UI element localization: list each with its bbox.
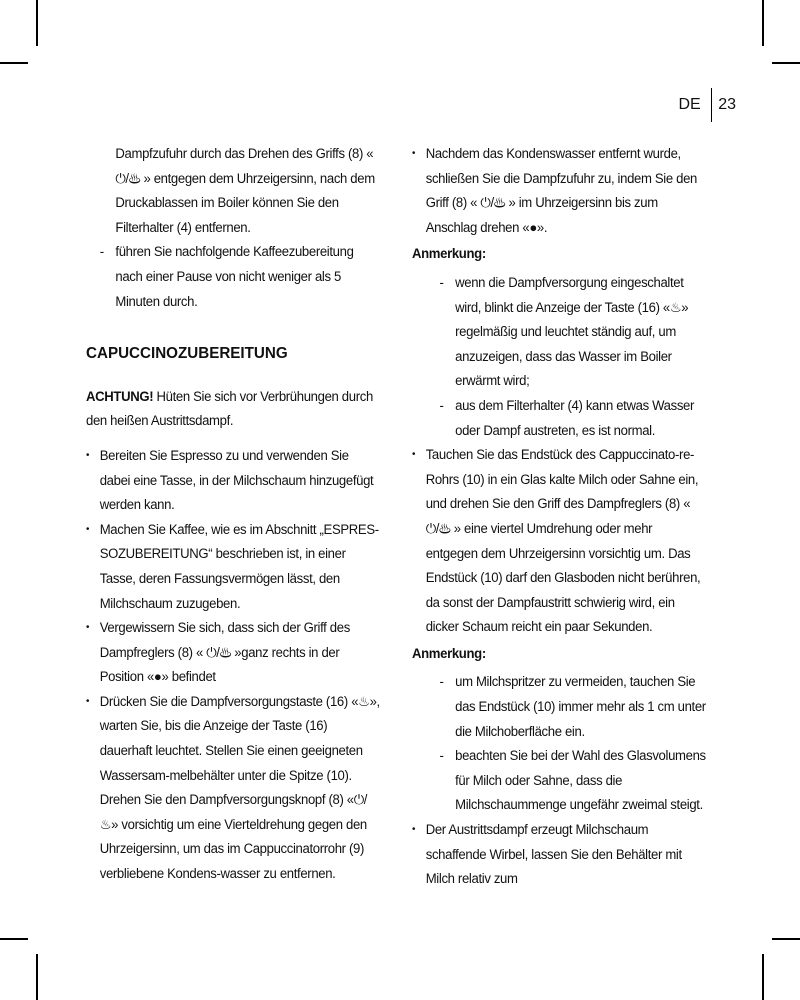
bullet-list	[412, 142, 706, 240]
page-number: 23	[718, 96, 736, 113]
note-item: - um Milchspritzer zu vermeiden, tauchen Sie das Endstück (10) immer mehr als 1 cm unter die Milchoberfläche ein.	[426, 670, 706, 744]
continued-paragraph: Dampfzufuhr durch das Drehen des Griffs (8) « ⏻/♨ » entgegen dem Uhrzeigersinn, nach dem Druckablassen im Boiler können Sie den Filterhalter (4) entfernen.	[115, 146, 375, 235]
dash-list	[86, 240, 380, 314]
list-item: • Bereiten Sie Espresso zu und verwenden Sie dabei eine Tasse, in der Milchschaum hinzugefügt werden kann.	[86, 444, 380, 518]
note-list	[412, 670, 706, 818]
note-list	[412, 271, 706, 443]
crop-mark	[0, 62, 28, 64]
crop-mark	[36, 954, 38, 1000]
list-item: • Vergewissern Sie sich, dass sich der Griff des Dampfreglers (8) « ⏻/♨ »ganz rechts in der Position «●» befindet	[86, 616, 380, 690]
bullet-list	[86, 444, 380, 887]
warning-label: ACHTUNG!	[86, 388, 154, 404]
crop-mark	[762, 954, 764, 1000]
bullet-list	[412, 818, 706, 892]
list-item: • Tauchen Sie das Endstück des Cappuccinato-re-Rohrs (10) in ein Glas kalte Milch oder Sahne ein, und drehen Sie den Griff des Dampfreglers (8) « ⏻/♨ » eine viertel Umdrehung oder mehr entgegen dem Uhrzeigersinn vorsichtig um. Das Endstück (10) darf den Glasboden nicht berühren, da sonst der Dampfaustritt schwierig wird, ein dicker Schaum reicht ein paar Sekunden.	[412, 443, 706, 640]
crop-mark	[0, 938, 28, 940]
note-item: - aus dem Filterhalter (4) kann etwas Wasser oder Dampf austreten, es ist normal.	[426, 394, 706, 443]
language-code: DE	[678, 96, 701, 113]
crop-mark	[36, 0, 38, 46]
note-item: - beachten Sie bei der Wahl des Glasvolumens für Milch oder Sahne, dass die Milchschaummenge ungefähr zweimal steigt.	[426, 744, 706, 818]
list-item: - führen Sie nachfolgende Kaffeezubereitung nach einer Pause von nicht weniger als 5 Minuten durch.	[86, 240, 380, 314]
right-column	[412, 142, 706, 892]
section-heading: CAPUCCINOZUBEREITUNG	[86, 345, 288, 363]
list-item: • Der Austrittsdampf erzeugt Milchschaum schaffende Wirbel, lassen Sie den Behälter mit Milch relativ zum	[412, 818, 706, 892]
note-item: - wenn die Dampfversorgung eingeschaltet wird, blinkt die Anzeige der Taste (16) «♨» regelmäßig und leuchtet ständig auf, um anzuzeigen, dass das Wasser im Boiler erwärmt wird;	[426, 271, 706, 394]
page-header	[678, 88, 736, 122]
warning-paragraph	[86, 385, 380, 434]
crop-mark	[772, 938, 800, 940]
left-column	[86, 142, 380, 887]
header-divider	[711, 88, 713, 122]
list-item: • Nachdem das Kondenswasser entfernt wurde, schließen Sie die Dampfzufuhr zu, indem Sie den Griff (8) « ⏻/♨ » im Uhrzeigersinn bis zum Anschlag drehen «●».	[412, 142, 706, 240]
warning-text: Hüten Sie sich vor Verbrühungen durch den heißen Austrittsdampf.	[86, 388, 373, 429]
note-label: Anmerkung:	[412, 246, 486, 262]
crop-mark	[762, 0, 764, 46]
note-label: Anmerkung:	[412, 645, 486, 661]
crop-mark	[772, 62, 800, 64]
bullet-list	[412, 443, 706, 640]
list-item: • Drücken Sie die Dampfversorgungstaste (16) «♨», warten Sie, bis die Anzeige der Taste (16) dauerhaft leuchtet. Stellen Sie einen geeigneten Wassersam-melbehälter unter die Spitze (10). Drehen Sie den Dampfversorgungsknopf (8) «⏻/♨» vorsichtig um eine Vierteldrehung gegen den Uhrzeigersinn, um das im Cappuccinatorrohr (9) verbliebene Kondens-wasser zu entfernen.	[86, 690, 380, 887]
list-item: • Machen Sie Kaffee, wie es im Abschnitt „ESPRES-SOZUBEREITUNG“ beschrieben ist, in einer Tasse, deren Fassungsvermögen lässt, den Milchschaum zuzugeben.	[86, 518, 380, 616]
